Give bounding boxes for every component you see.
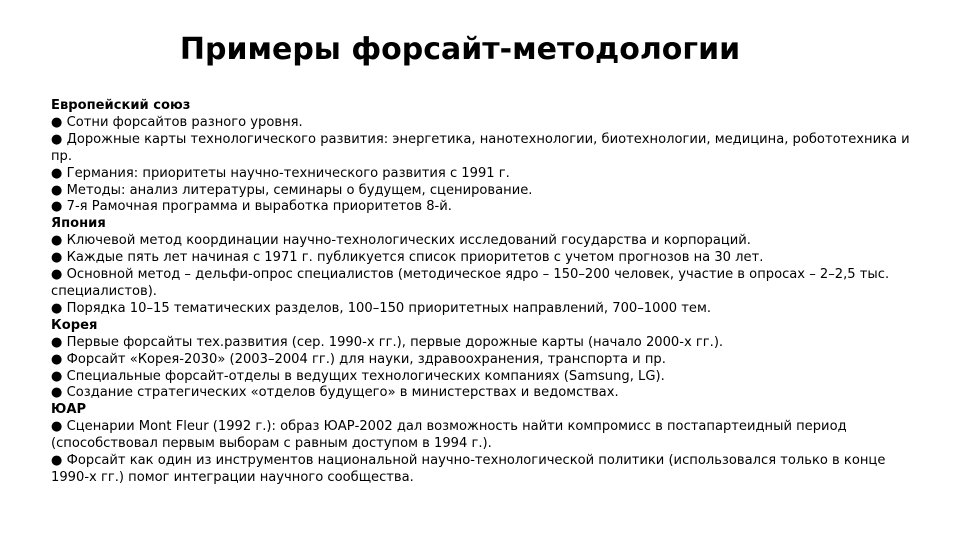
bullet-icon: ● — [51, 368, 63, 384]
section-heading: ЮАР — [51, 402, 87, 418]
bullet-list — [51, 233, 921, 318]
section-south-africa — [51, 402, 921, 487]
bullet-icon: ● — [51, 114, 63, 130]
list-item — [51, 250, 921, 267]
list-item-text: Основной метод – дельфи-опрос специалистов (методическое ядро – 150–200 человек, участие в опросах – 2–2,5 тыс. специалистов). — [51, 267, 890, 299]
list-item — [51, 385, 921, 402]
list-item — [51, 233, 921, 250]
bullet-list — [51, 115, 921, 216]
section-heading: Япония — [51, 216, 106, 232]
bullet-icon: ● — [51, 419, 63, 435]
bullet-icon: ● — [51, 300, 63, 316]
list-item — [51, 166, 921, 183]
bullet-list — [51, 335, 921, 403]
bullet-icon: ● — [51, 351, 63, 367]
list-item-text: Сотни форсайтов разного уровня. — [66, 114, 303, 130]
list-item-text: Порядка 10–15 тематических разделов, 100–150 приоритетных направлений, 700–1000 тем. — [66, 300, 712, 316]
bullet-icon: ● — [51, 385, 63, 401]
list-item-text: Форсайт как один из инструментов национальной научно-технологической политики (использовался только в конце 1990-х гг.) помог интеграции научного сообщества. — [51, 453, 886, 485]
bullet-icon: ● — [51, 131, 63, 147]
slide-title: Примеры форсайт-методологии — [179, 32, 741, 67]
bullet-list — [51, 419, 921, 487]
list-item-text: Каждые пять лет начиная с 1971 г. публикуется список приоритетов с учетом прогнозов на 30 лет. — [66, 250, 764, 266]
list-item-text: Первые форсайты тех.развития (сер. 1990-х гг.), первые дорожные карты (начало 2000-х гг.). — [66, 334, 724, 350]
list-item — [51, 352, 921, 369]
list-item-text: Специальные форсайт-отделы в ведущих технологических компаниях (Samsung, LG). — [66, 368, 665, 384]
list-item-text: Ключевой метод координации научно-технологических исследований государства и корпораций. — [66, 233, 751, 249]
section-eu — [51, 98, 921, 216]
list-item — [51, 301, 921, 318]
list-item-text: Сценарии Mont Fleur (1992 г.): образ ЮАР-2002 дал возможность найти компромисс в постапартеидный период (способствовал первым выборам с равным доступом в 1994 г.). — [51, 419, 847, 452]
list-item — [51, 132, 921, 166]
bullet-icon: ● — [51, 453, 63, 469]
slide-content — [51, 98, 921, 487]
bullet-icon: ● — [51, 250, 63, 266]
bullet-icon: ● — [51, 199, 63, 215]
list-item — [51, 369, 921, 386]
list-item-text: Методы: анализ литературы, семинары о будущем, сценирование. — [66, 182, 533, 198]
list-item — [51, 419, 921, 453]
bullet-icon: ● — [51, 233, 63, 249]
section-heading: Европейский союз — [51, 98, 191, 113]
section-heading: Корея — [51, 317, 98, 333]
list-item — [51, 199, 921, 216]
list-item-text: Создание стратегических «отделов будущего» в министерствах и ведомствах. — [66, 385, 619, 401]
list-item-text: Германия: приоритеты научно-технического развития с 1991 г. — [66, 165, 510, 181]
list-item — [51, 267, 921, 301]
bullet-icon: ● — [51, 334, 63, 350]
bullet-icon: ● — [51, 267, 63, 283]
list-item — [51, 335, 921, 352]
list-item-text: 7-я Рамочная программа и выработка приоритетов 8-й. — [66, 199, 452, 215]
list-item — [51, 453, 921, 487]
list-item — [51, 183, 921, 200]
bullet-icon: ● — [51, 165, 63, 181]
list-item-text: Форсайт «Корея-2030» (2003–2004 гг.) для науки, здравоохранения, транспорта и пр. — [66, 351, 666, 367]
list-item — [51, 115, 921, 132]
list-item-text: Дорожные карты технологического развития: энергетика, нанотехнологии, биотехнологии, медицина, робототехника и пр. — [51, 131, 910, 164]
section-japan — [51, 216, 921, 317]
section-korea — [51, 318, 921, 403]
bullet-icon: ● — [51, 182, 63, 198]
